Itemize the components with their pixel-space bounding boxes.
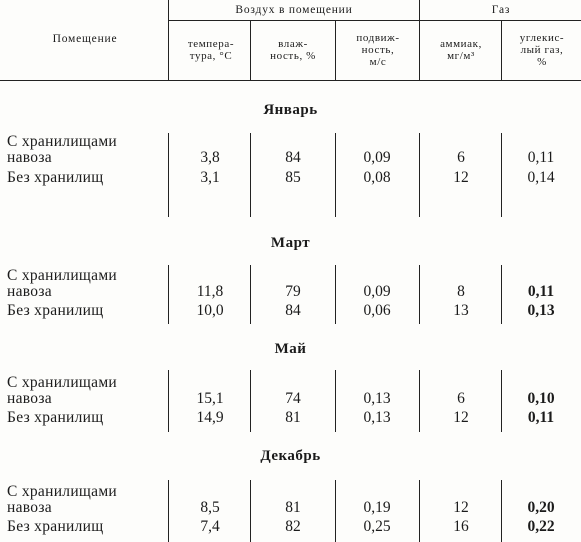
body-divider — [250, 480, 251, 542]
month-heading: Январь — [263, 102, 318, 118]
body-divider — [419, 370, 420, 432]
header-bottom-rule — [0, 80, 581, 81]
header-divider — [501, 20, 502, 80]
cell-value: 0,11 — [527, 149, 555, 166]
cell-value: 0,11 — [527, 409, 555, 426]
column-header: аммиак, — [440, 38, 482, 50]
header-premises: Помещение — [52, 33, 118, 45]
column-header: подвиж- — [356, 32, 400, 44]
cell-value: 14,9 — [196, 409, 224, 426]
cell-value: 0,20 — [527, 499, 555, 516]
cell-value: 0,09 — [363, 149, 391, 166]
cell-value: 74 — [285, 390, 301, 407]
cell-value: 84 — [285, 149, 301, 166]
column-header: м/с — [369, 56, 387, 68]
row-label: Без хранилищ — [7, 169, 104, 186]
cell-value: 8,5 — [200, 499, 220, 516]
row-label: навоза — [7, 149, 52, 166]
column-header: влаж- — [278, 38, 308, 50]
cell-value: 3,8 — [200, 149, 220, 166]
body-divider — [168, 265, 169, 324]
cell-value: 0,08 — [363, 169, 391, 186]
cell-value: 8 — [457, 283, 465, 300]
row-label: С хранилищами — [7, 374, 118, 391]
cell-value: 0,13 — [363, 409, 391, 426]
column-header: тура, °С — [189, 50, 233, 62]
cell-value: 82 — [285, 518, 301, 535]
row-label: Без хранилищ — [7, 409, 104, 426]
body-divider — [501, 370, 502, 432]
cell-value: 0,22 — [527, 518, 555, 535]
cell-value: 81 — [285, 499, 301, 516]
row-label: Без хранилищ — [7, 302, 104, 319]
month-heading: Март — [270, 235, 311, 251]
header-air-group: Воздух в помещении — [235, 4, 353, 16]
row-label: навоза — [7, 283, 52, 300]
body-divider — [335, 480, 336, 542]
body-divider — [419, 133, 420, 217]
column-header: темпера- — [187, 38, 235, 50]
column-header: ность, % — [270, 50, 316, 62]
month-heading: Май — [274, 341, 307, 357]
row-label: навоза — [7, 499, 52, 516]
body-divider — [168, 133, 169, 217]
cell-value: 81 — [285, 409, 301, 426]
cell-value: 16 — [453, 518, 469, 535]
cell-value: 12 — [453, 169, 469, 186]
header-gas-group: Газ — [491, 4, 511, 16]
column-header: ность, — [361, 44, 395, 56]
body-divider — [168, 370, 169, 432]
body-divider — [250, 133, 251, 217]
cell-value: 3,1 — [200, 169, 220, 186]
cell-value: 0,09 — [363, 283, 391, 300]
header-divider — [168, 0, 169, 80]
header-divider — [250, 20, 251, 80]
cell-value: 0,06 — [363, 302, 391, 319]
body-divider — [335, 133, 336, 217]
row-label: навоза — [7, 390, 52, 407]
header-top-rule — [168, 20, 581, 21]
body-divider — [501, 265, 502, 324]
row-label: С хранилищами — [7, 133, 118, 150]
cell-value: 0,11 — [527, 283, 555, 300]
cell-value: 6 — [457, 390, 465, 407]
month-heading: Декабрь — [260, 448, 321, 464]
column-header: углекис- — [519, 32, 565, 44]
cell-value: 0,14 — [527, 169, 555, 186]
cell-value: 11,8 — [196, 283, 224, 300]
row-label: Без хранилищ — [7, 518, 104, 535]
cell-value: 0,13 — [527, 302, 555, 319]
body-divider — [250, 370, 251, 432]
cell-value: 6 — [457, 149, 465, 166]
cell-value: 7,4 — [200, 518, 220, 535]
body-divider — [335, 265, 336, 324]
body-divider — [501, 133, 502, 217]
column-header: % — [537, 56, 547, 68]
body-divider — [419, 480, 420, 542]
row-label: С хранилищами — [7, 267, 118, 284]
column-header: мг/м³ — [447, 50, 475, 62]
body-divider — [501, 480, 502, 542]
cell-value: 0,10 — [527, 390, 555, 407]
row-label: С хранилищами — [7, 483, 118, 500]
cell-value: 15,1 — [196, 390, 224, 407]
body-divider — [419, 265, 420, 324]
cell-value: 0,25 — [363, 518, 391, 535]
cell-value: 0,13 — [363, 390, 391, 407]
cell-value: 84 — [285, 302, 301, 319]
body-divider — [250, 265, 251, 324]
body-divider — [168, 480, 169, 542]
header-divider — [419, 0, 420, 80]
cell-value: 12 — [453, 499, 469, 516]
cell-value: 0,19 — [363, 499, 391, 516]
header-divider — [335, 20, 336, 80]
cell-value: 10,0 — [196, 302, 224, 319]
cell-value: 13 — [453, 302, 469, 319]
cell-value: 85 — [285, 169, 301, 186]
column-header: лый газ, — [520, 44, 564, 56]
cell-value: 12 — [453, 409, 469, 426]
body-divider — [335, 370, 336, 432]
cell-value: 79 — [285, 283, 301, 300]
